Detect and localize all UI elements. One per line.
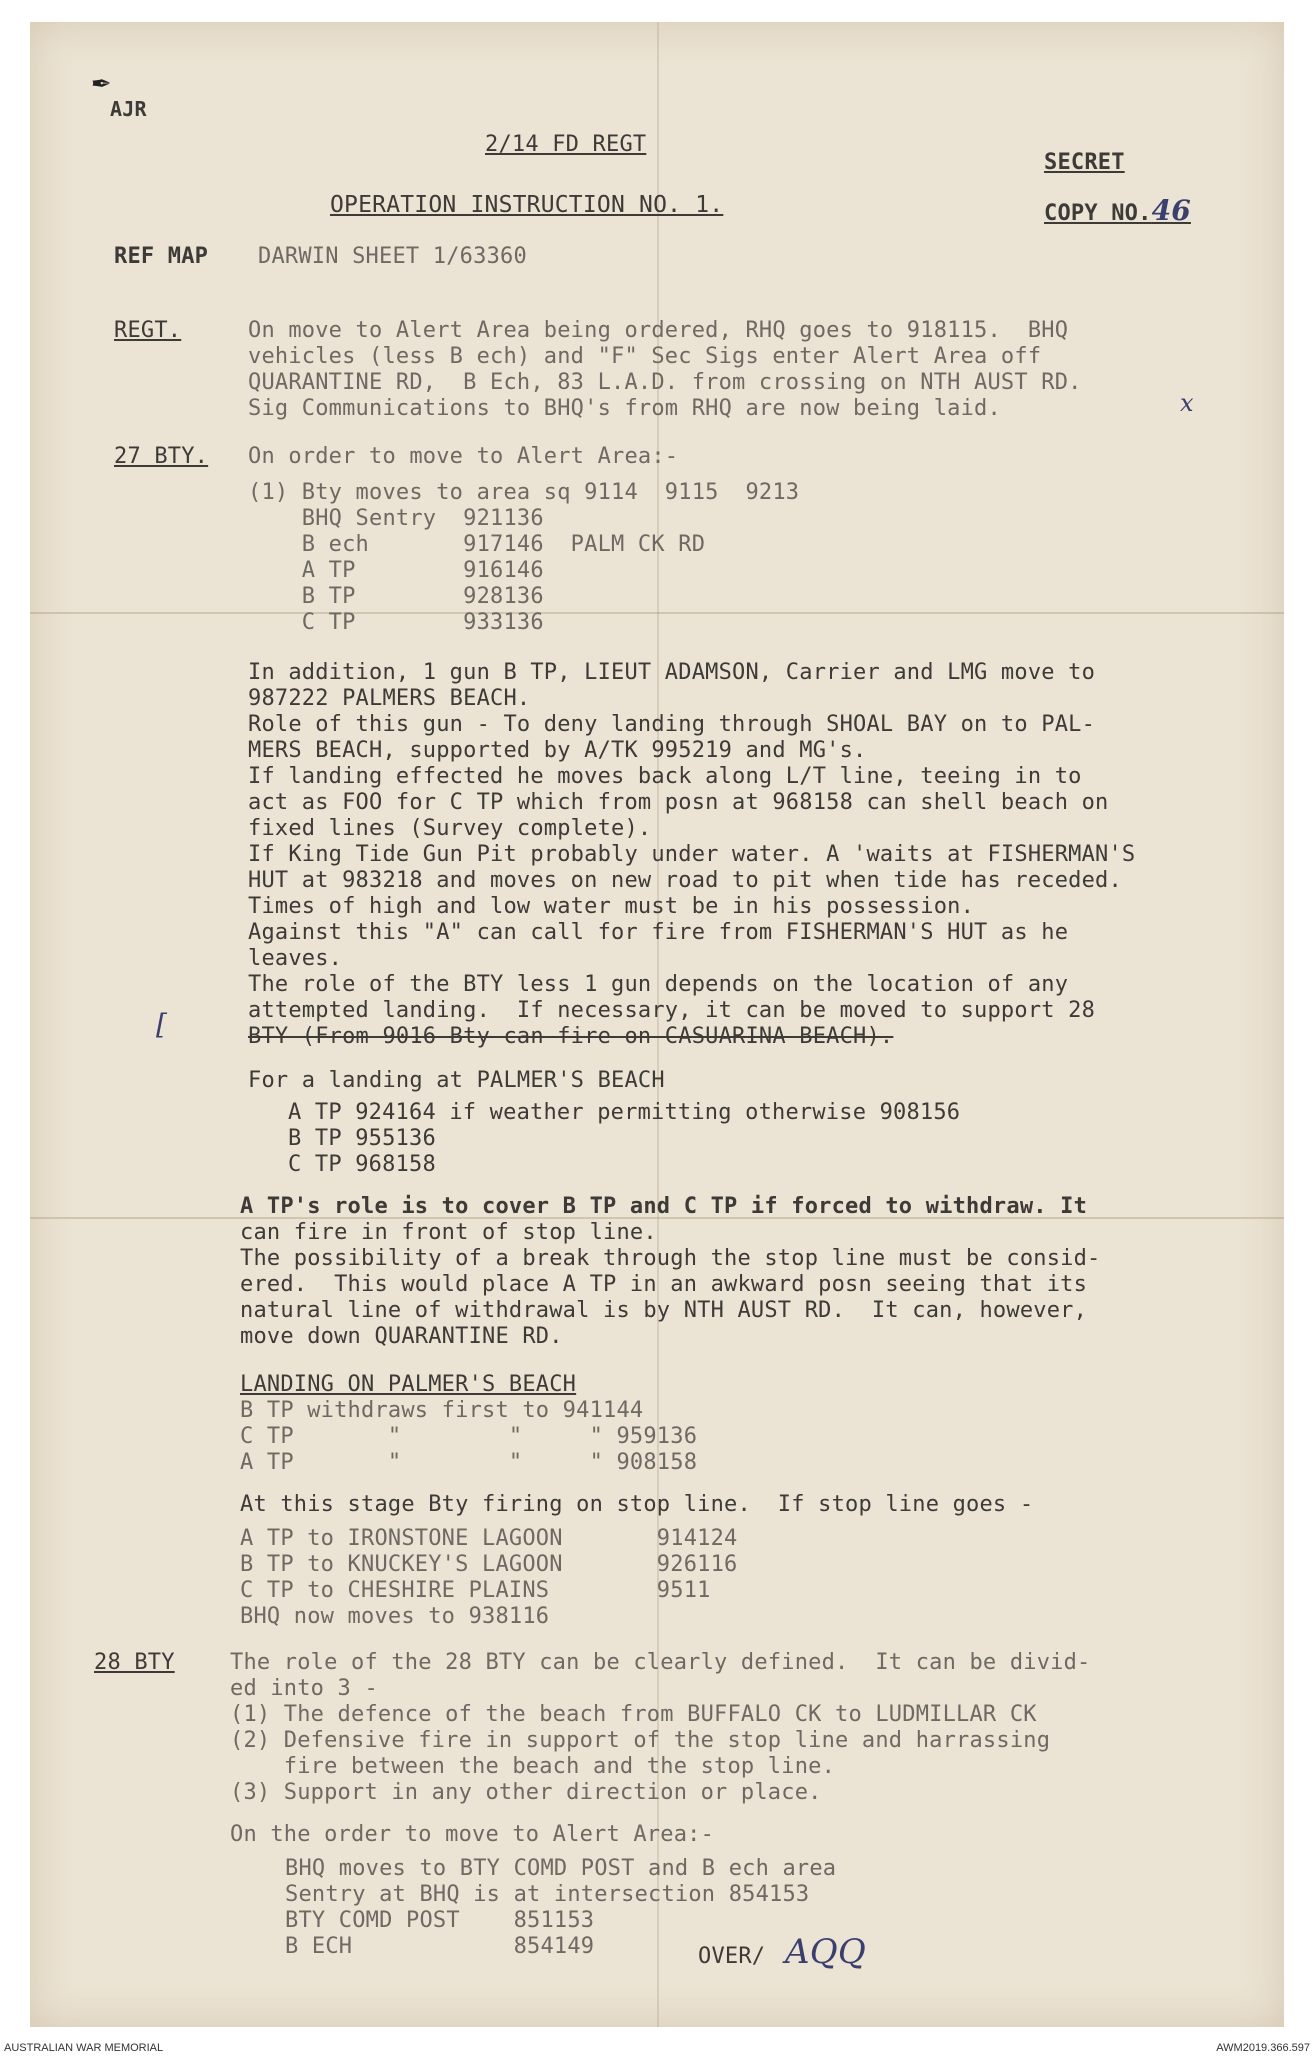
landing-line: B TP withdraws first to 941144 <box>240 1398 644 1423</box>
bty28-alert-intro: On the order to move to Alert Area:- <box>230 1822 715 1847</box>
section-label-27-bty: 27 BTY. <box>114 444 209 469</box>
bty27-paragraph2-line: move down QUARANTINE RD. <box>240 1324 563 1349</box>
bty27-paragraph-line: HUT at 983218 and moves on new road to pit when tide has receded. <box>248 868 1122 893</box>
bty27-position-line: B ech 917146 PALM CK RD <box>248 532 706 557</box>
section-label-28-bty: 28 BTY <box>94 1650 175 1675</box>
bty27-paragraph-line: Against this "A" can call for fire from FISHERMAN'S HUT as he <box>248 920 1069 945</box>
bty27-paragraph2-line: natural line of withdrawal is by NTH AUST RD. It can, however, <box>240 1298 1088 1323</box>
over-label: OVER/ <box>698 1944 766 1969</box>
stop-line: BHQ now moves to 938116 <box>240 1604 550 1629</box>
bty27-paragraph-line: Role of this gun - To deny landing through SHOAL BAY on to PAL- <box>248 712 1096 737</box>
bty28-line: (3) Support in any other direction or place. <box>230 1780 822 1805</box>
bty27-paragraph2-line: can fire in front of stop line. <box>240 1220 657 1245</box>
ink-blot-icon: ✒ <box>92 64 111 99</box>
bty27-paragraph2-line: ered. This would place A TP in an awkward posn seeing that its <box>240 1272 1088 1297</box>
bty27-paragraph-line: Times of high and low water must be in his possession. <box>248 894 975 919</box>
handwritten-initials: AQQ <box>785 1932 866 1972</box>
stop-line: B TP to KNUCKEY'S LAGOON 926116 <box>240 1552 738 1577</box>
bty27-paragraph-line: act as FOO for C TP which from posn at 968158 can shell beach on <box>248 790 1109 815</box>
regt-line: QUARANTINE RD, B Ech, 83 L.A.D. from crossing on NTH AUST RD. <box>248 370 1082 395</box>
landing-heading: LANDING ON PALMER'S BEACH <box>240 1372 577 1397</box>
regt-line: vehicles (less B ech) and "F" Sec Sigs enter Alert Area off <box>248 344 1042 369</box>
bty27-paragraph2-line: The possibility of a break through the stop line must be consid- <box>240 1246 1101 1271</box>
bty27-paragraph-line: 987222 PALMERS BEACH. <box>248 686 531 711</box>
bty27-paragraph-line: The role of the BTY less 1 gun depends on the location of any <box>248 972 1069 997</box>
bty27-position-line: (1) Bty moves to area sq 9114 9115 9213 <box>248 480 800 505</box>
ref-map-value: DARWIN SHEET 1/63360 <box>258 244 527 269</box>
bty27-paragraph-line: MERS BEACH, supported by A/TK 995219 and MG's. <box>248 738 867 763</box>
landing-line: A TP " " " 908158 <box>240 1450 698 1475</box>
palmers-line: A TP 924164 if weather permitting otherwise 908156 <box>288 1100 961 1125</box>
stop-line-intro: At this stage Bty firing on stop line. If stop line goes - <box>240 1492 1034 1517</box>
bty28-line: (2) Defensive fire in support of the stop line and harrassing <box>230 1728 1051 1753</box>
bty28-line: The role of the 28 BTY can be clearly defined. It can be divid- <box>230 1650 1091 1675</box>
ref-map-label: REF MAP <box>114 244 209 269</box>
bty27-paragraph-line: If King Tide Gun Pit probably under water. A 'waits at FISHERMAN'S <box>248 842 1136 867</box>
bty28-alert-line: B ECH 854149 <box>285 1934 595 1959</box>
bty28-alert-line: BTY COMD POST 851153 <box>285 1908 595 1933</box>
classification: SECRET <box>1044 150 1125 175</box>
bty27-paragraph-line: In addition, 1 gun B TP, LIEUT ADAMSON, Carrier and LMG move to <box>248 660 1096 685</box>
copy-number: 46 <box>1151 194 1191 227</box>
section-label-regt: REGT. <box>114 318 182 343</box>
bty27-position-line: C TP 933136 <box>248 610 544 635</box>
corner-initials: AJR <box>110 97 147 121</box>
palmers-line: C TP 968158 <box>288 1152 436 1177</box>
bty27-position-line: BHQ Sentry 921136 <box>248 506 544 531</box>
bty27-position-line: A TP 916146 <box>248 558 544 583</box>
document-title: OPERATION INSTRUCTION NO. 1. <box>330 192 724 218</box>
bty28-alert-line: Sentry at BHQ is at intersection 854153 <box>285 1882 810 1907</box>
archive-caption-left: AUSTRALIAN WAR MEMORIAL <box>4 2042 164 2054</box>
regt-line: On move to Alert Area being ordered, RHQ goes to 918115. BHQ <box>248 318 1069 343</box>
copy-label: COPY NO.46 <box>1044 194 1191 227</box>
stop-line: C TP to CHESHIRE PLAINS 9511 <box>240 1578 711 1603</box>
bty28-alert-line: BHQ moves to BTY COMD POST and B ech area <box>285 1856 837 1881</box>
bty27-paragraph2-line: A TP's role is to cover B TP and C TP if forced to withdraw. It <box>240 1194 1088 1219</box>
unit-heading: 2/14 FD REGT <box>485 132 647 157</box>
bty27-position-line: B TP 928136 <box>248 584 544 609</box>
landing-line: C TP " " " 959136 <box>240 1424 698 1449</box>
margin-bracket-icon: [ <box>156 1008 168 1041</box>
bty27-paragraph-line: If landing effected he moves back along L/T line, teeing in to <box>248 764 1082 789</box>
bty27-intro: On order to move to Alert Area:- <box>248 444 679 469</box>
bty27-paragraph-line: leaves. <box>248 946 343 971</box>
regt-line: Sig Communications to BHQ's from RHQ are now being laid. <box>248 396 1001 421</box>
palmers-line: B TP 955136 <box>288 1126 436 1151</box>
margin-mark: x <box>1180 389 1194 417</box>
bty28-line: ed into 3 - <box>230 1676 378 1701</box>
palmers-intro: For a landing at PALMER'S BEACH <box>248 1068 665 1093</box>
bty27-paragraph-line: attempted landing. If necessary, it can be moved to support 28 <box>248 998 1096 1023</box>
stop-line: A TP to IRONSTONE LAGOON 914124 <box>240 1526 738 1551</box>
document-page <box>30 22 1284 2027</box>
bty28-line: (1) The defence of the beach from BUFFALO CK to LUDMILLAR CK <box>230 1702 1037 1727</box>
bty27-paragraph-line: fixed lines (Survey complete). <box>248 816 652 841</box>
archive-caption-right: AWM2019.366.597 <box>1216 2042 1310 2054</box>
bty27-paragraph-line-struck: BTY (From 9016 Bty can fire on CASUARINA BEACH). <box>248 1024 894 1049</box>
bty28-line: fire between the beach and the stop line. <box>230 1754 836 1779</box>
